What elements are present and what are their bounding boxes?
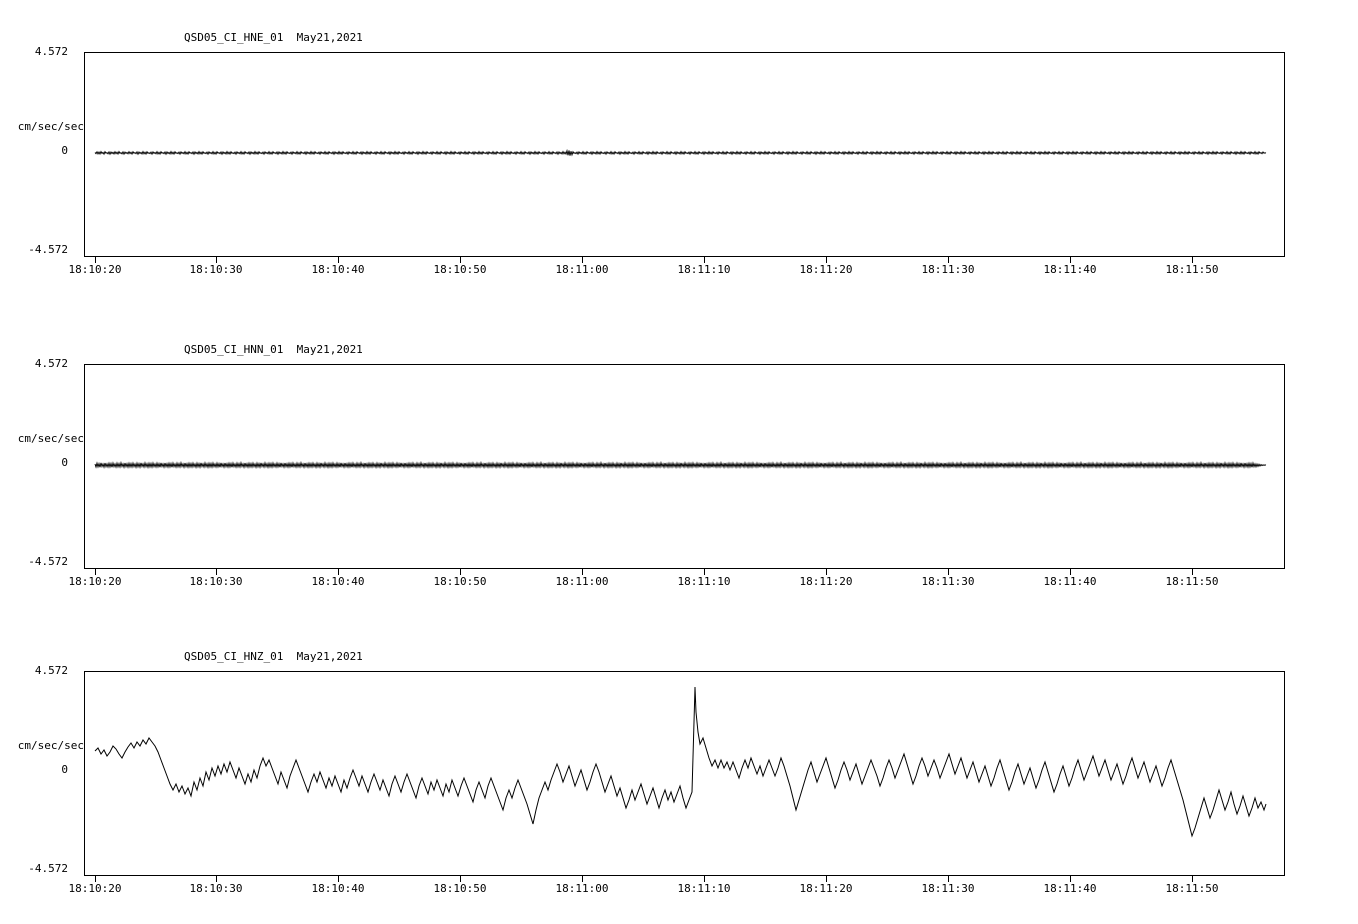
panel-hnz-tick-label-5: 18:11:10 <box>677 882 731 895</box>
panel-hne-tick-label-0: 18:10:20 <box>68 263 122 276</box>
panel-hnz-tick-label-9: 18:11:50 <box>1165 882 1219 895</box>
panel-hne-tick-label-8: 18:11:40 <box>1043 263 1097 276</box>
panel-hnn-tick-label-4: 18:11:00 <box>555 575 609 588</box>
panel-hnn-tick-label-0: 18:10:20 <box>68 575 122 588</box>
panel-hne-units-label: cm/sec/sec <box>17 120 84 133</box>
panel-hne-trace <box>85 53 1284 256</box>
panel-hnz-tick-label-3: 18:10:50 <box>433 882 487 895</box>
panel-hnn <box>0 305 1358 605</box>
panel-hnz-tick-label-8: 18:11:40 <box>1043 882 1097 895</box>
panel-hnz-ytop-label: 4.572 <box>34 664 68 677</box>
panel-hne-tick-label-4: 18:11:00 <box>555 263 609 276</box>
panel-hnn-tick-label-8: 18:11:40 <box>1043 575 1097 588</box>
panel-hne-tick-label-6: 18:11:20 <box>799 263 853 276</box>
panel-hne-yzero-label: 0 <box>61 144 68 157</box>
panel-hnz-tick-label-7: 18:11:30 <box>921 882 975 895</box>
panel-hne-ybottom-label: -4.572 <box>28 243 68 256</box>
panel-hnz-tick-label-2: 18:10:40 <box>311 882 365 895</box>
panel-hnz-yzero-label: 0 <box>61 763 68 776</box>
panel-hnz-tick-label-1: 18:10:30 <box>189 882 243 895</box>
panel-hne-tick-label-1: 18:10:30 <box>189 263 243 276</box>
panel-hne-tick-label-3: 18:10:50 <box>433 263 487 276</box>
panel-hnn-title: QSD05_CI_HNN_01 May21,2021 <box>184 343 363 356</box>
panel-hnn-tick-label-2: 18:10:40 <box>311 575 365 588</box>
panel-hne-ytop-label: 4.572 <box>34 45 68 58</box>
panel-hnn-tick-label-5: 18:11:10 <box>677 575 731 588</box>
panel-hnz-units-label: cm/sec/sec <box>17 739 84 752</box>
panel-hne-tick-label-5: 18:11:10 <box>677 263 731 276</box>
panel-hnn-tick-label-1: 18:10:30 <box>189 575 243 588</box>
panel-hne-tick-label-9: 18:11:50 <box>1165 263 1219 276</box>
panel-hnz-plot <box>84 671 1285 876</box>
panel-hnz-ybottom-label: -4.572 <box>28 862 68 875</box>
panel-hne-tick-label-7: 18:11:30 <box>921 263 975 276</box>
panel-hnn-tick-label-3: 18:10:50 <box>433 575 487 588</box>
panel-hnz-tick-label-0: 18:10:20 <box>68 882 122 895</box>
panel-hnz-tick-label-6: 18:11:20 <box>799 882 853 895</box>
panel-hne-plot <box>84 52 1285 257</box>
panel-hnn-plot <box>84 364 1285 569</box>
panel-hnz <box>0 611 1358 924</box>
panel-hnn-yzero-label: 0 <box>61 456 68 469</box>
panel-hnz-trace <box>85 672 1284 875</box>
panel-hnn-tick-label-7: 18:11:30 <box>921 575 975 588</box>
panel-hnn-units-label: cm/sec/sec <box>17 432 84 445</box>
panel-hnz-tick-label-4: 18:11:00 <box>555 882 609 895</box>
panel-hnz-title: QSD05_CI_HNZ_01 May21,2021 <box>184 650 363 663</box>
panel-hne-title: QSD05_CI_HNE_01 May21,2021 <box>184 31 363 44</box>
panel-hnn-ytop-label: 4.572 <box>34 357 68 370</box>
panel-hne <box>0 0 1358 300</box>
panel-hnn-trace <box>85 365 1284 568</box>
panel-hne-tick-label-2: 18:10:40 <box>311 263 365 276</box>
panel-hnn-tick-label-6: 18:11:20 <box>799 575 853 588</box>
panel-hnn-tick-label-9: 18:11:50 <box>1165 575 1219 588</box>
panel-hnn-ybottom-label: -4.572 <box>28 555 68 568</box>
